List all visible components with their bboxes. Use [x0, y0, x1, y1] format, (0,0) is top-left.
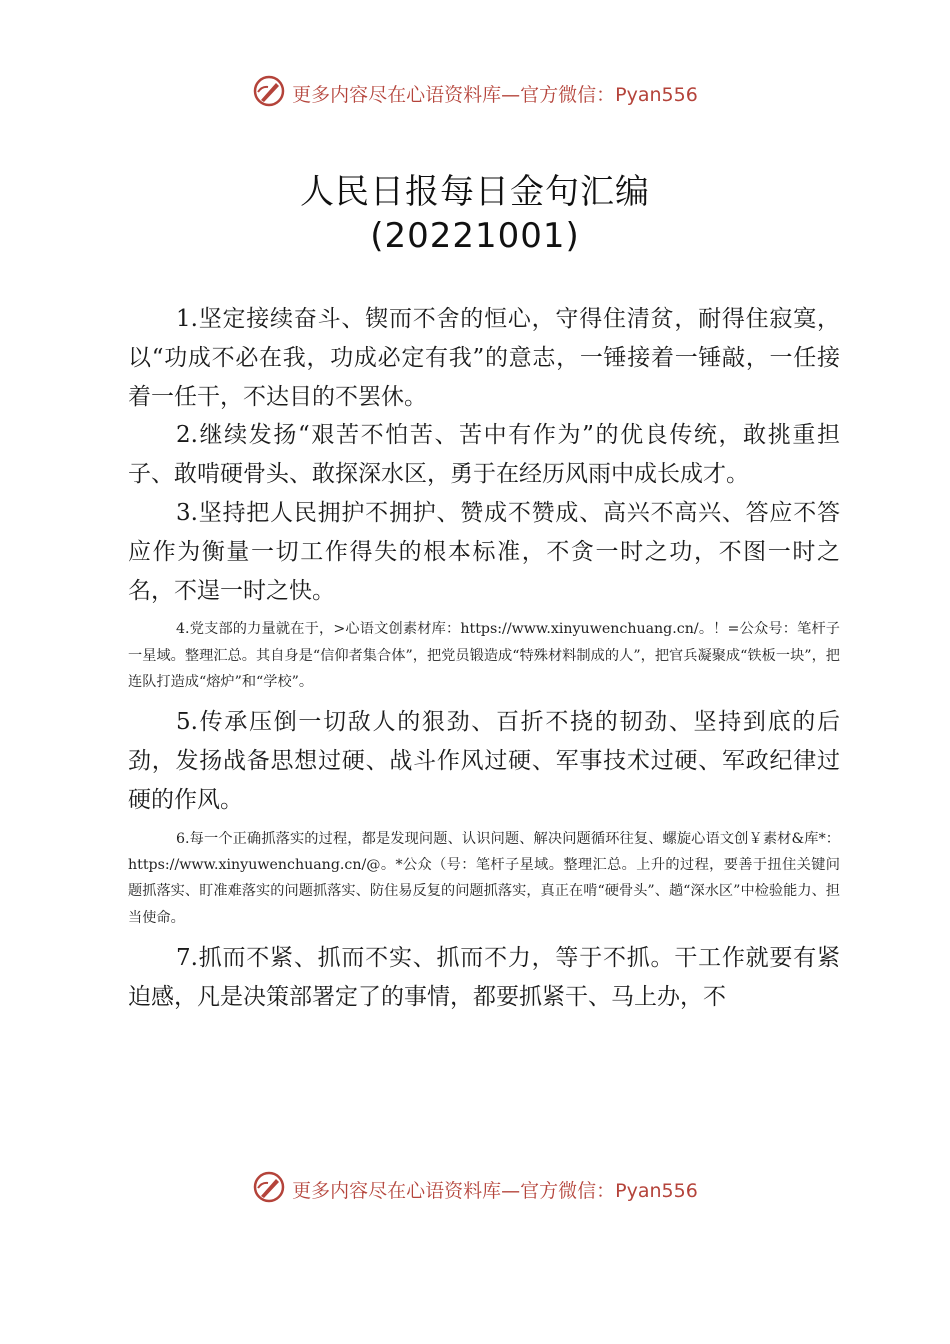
paragraph-4: 4.党支部的力量就在于，>心语文创素材库：https://www.xinyuwenchuang.cn/。！=公众号：笔杆子一星域。整理汇总。其自身是“信仰者集合体”，把党员锻造成“特殊材料制成的人”，把官兵凝聚成“铁板一块”，把连队打造成“熔炉”和“学校”。: [128, 621, 840, 690]
pen-seal-icon: [252, 1170, 286, 1209]
paragraph-6: 6.每一个正确抓落实的过程，都是发现问题、认识问题、解决问题循环往复、螺旋心语文创￥素材&库*：https://www.xinyuwenchuang.cn/@。*公众（号：笔杆子星域。整理汇总。上升的过程，要善于扭住关键问题抓落实、盯准难落实的问题抓落实、防住易反复的问题抓落实，真正在啃“硬骨头”、趟“深水区”中检验能力、担当使命。: [128, 830, 840, 926]
header-banner: [0, 74, 950, 113]
paragraph-3: 3.坚持把人民拥护不拥护、赞成不赞成、高兴不高兴、答应不答应作为衡量一切工作得失的根本标准，不贪一时之功，不图一时之名，不逞一时之快。: [128, 499, 840, 604]
paragraph-1: 1.坚定接续奋斗、锲而不舍的恒心，守得住清贫，耐得住寂寞，以“功成不必在我，功成必定有我”的意志，一锤接着一锤敲，一任接着一任干，不达目的不罢休。: [128, 306, 840, 410]
header-banner-text: 更多内容尽在心语资料库—官方微信：Pyan556: [292, 84, 698, 106]
paragraph-5: 5.传承压倒一切敌人的狠劲、百折不挠的韧劲、坚持到底的后劲，发扬战备思想过硬、战斗作风过硬、军事技术过硬、军政纪律过硬的作风。: [128, 709, 840, 813]
pen-seal-icon: [252, 74, 286, 113]
article-body: [128, 300, 840, 1016]
page-title-date: (20221001): [370, 216, 580, 256]
footer-banner: [0, 1170, 950, 1209]
paragraph-7: 7.抓而不紧、抓而不实、抓而不力，等于不抓。干工作就要有紧迫感，凡是决策部署定了的事情，都要抓紧干、马上办，不: [128, 944, 840, 1010]
paragraph-2: 2.继续发扬“艰苦不怕苦、苦中有作为”的优良传统，敢挑重担子、敢啃硬骨头、敢探深水区，勇于在经历风雨中成长成才。: [128, 422, 840, 488]
footer-banner-text: 更多内容尽在心语资料库—官方微信：Pyan556: [292, 1180, 698, 1202]
page-title: 人民日报每日金句汇编: [300, 172, 650, 212]
